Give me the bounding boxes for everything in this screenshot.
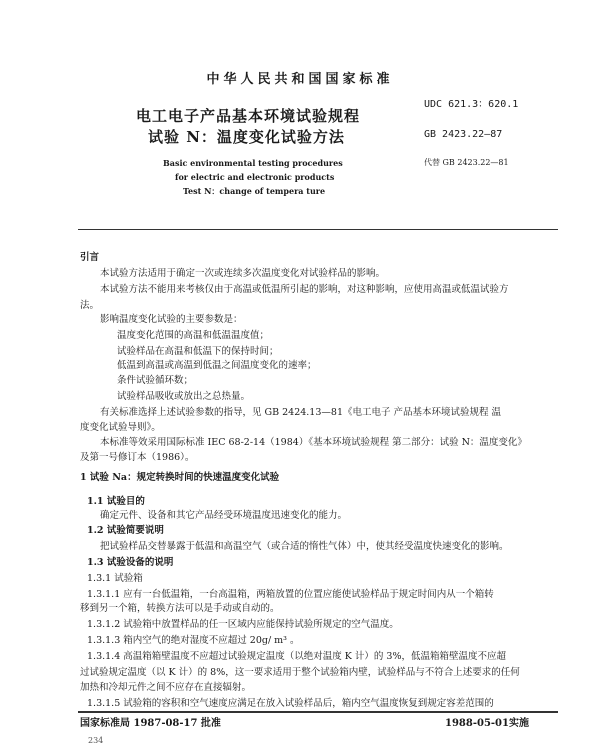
intro-paragraph-2-cont: 法。 — [80, 300, 100, 311]
intro-paragraph-5-cont: 及第一号修订本（1986）。 — [80, 452, 195, 463]
section-1-3-1-title: 1.3.1 试验箱 — [87, 573, 143, 584]
udc-code: UDC 621.3：620.1 — [424, 99, 519, 110]
param-item: 条件试验循环数； — [117, 375, 194, 386]
title-line-2: 试验 N：温度变化试验方法 — [148, 128, 345, 146]
page-number: 234 — [88, 736, 104, 745]
section-1-3-1-2: 1.3.1.2 试验箱中放置样品的任一区域内应能保持试验所规定的空气温度。 — [87, 619, 399, 630]
intro-paragraph-4: 有关标准选择上述试验参数的指导，见 GB 2424.13—81《电工电子 产品基本环境试验规程 温 — [100, 407, 502, 418]
intro-heading: 引言 — [80, 252, 100, 263]
section-1-3-1-1-cont: 移到另一个箱，转换方法可以是手动或自动的。 — [80, 603, 280, 614]
section-1-3-1-1: 1.3.1.1 应有一台低温箱，一台高温箱，两箱放置的位置应能使试验样品于规定时间内从一个箱转 — [87, 589, 494, 600]
section-1-3-1-3: 1.3.1.3 箱内空气的绝对湿度不应超过 20g/ m³ 。 — [87, 635, 300, 646]
intro-paragraph-5: 本标准等效采用国际标准 IEC 68-2-14（1984）《基本环境试验规程 第二部分：试验 N：温度变化》 — [100, 437, 527, 448]
section-1-2-title: 1.2 试验简要说明 — [87, 525, 164, 536]
param-item: 低温到高温或高温到低温之间温度变化的速率； — [117, 360, 317, 371]
section-1-3-1-4-cont: 加热和冷却元件之间不应存在直接辐射。 — [80, 682, 252, 693]
section-1-1-title: 1.1 试验目的 — [87, 496, 145, 507]
english-title-3: Test N：change of tempera ture — [183, 186, 326, 196]
english-title-2: for electric and electronic products — [175, 172, 335, 182]
approval-date: 国家标准局 1987-08-17 批准 — [80, 718, 221, 729]
param-item: 试验样品在高温和低温下的保持时间； — [117, 346, 279, 357]
intro-paragraph-2: 本试验方法不能用来考核仅由于高温或低温所引起的影响，对这种影响，应使用高温或低温试验方 — [100, 284, 509, 295]
english-title-1: Basic environmental testing procedures — [163, 158, 343, 168]
standard-title: 中华人民共和国国家标准 — [206, 72, 394, 87]
intro-paragraph-3: 影响温度变化试验的主要参数是： — [100, 314, 243, 325]
intro-paragraph-4-cont: 度变化试验导则》。 — [80, 422, 161, 433]
footer-divider — [78, 711, 558, 713]
title-line-1: 电工电子产品基本环境试验规程 — [136, 107, 361, 125]
section-1-2-text: 把试验样品交替暴露于低温和高温空气（或合适的惰性气体）中，使其经受温度快速变化的影响。 — [100, 541, 509, 552]
replaces-note: 代替 GB 2423.22—81 — [424, 158, 509, 167]
gb-number: GB 2423.22—87 — [424, 129, 503, 140]
section-1-heading: 1 试验 Na：规定转换时间的快速温度变化试验 — [80, 472, 280, 483]
section-1-3-title: 1.3 试验设备的说明 — [87, 557, 174, 568]
param-item: 温度变化范围的高温和低温温度值； — [117, 330, 270, 341]
section-1-1-text: 确定元件、设备和其它产品经受环境温度迅速变化的能力。 — [100, 510, 348, 521]
intro-paragraph-1: 本试验方法适用于确定一次或连续多次温度变化对试验样品的影响。 — [100, 268, 386, 279]
header-divider — [78, 229, 558, 230]
section-1-3-1-5: 1.3.1.5 试验箱的容积和空气速度应满足在放入试验样品后，箱内空气温度恢复到规定容差范围的 — [87, 698, 494, 709]
param-item: 试验样品吸收或放出之总热量。 — [117, 391, 251, 402]
section-1-3-1-4: 1.3.1.4 高温箱箱壁温度不应超过试验规定温度（以绝对温度 K 计）的 3%，低温箱箱壁温度不应超 — [87, 651, 506, 662]
section-1-3-1-4-cont: 过试验规定温度（以 K 计）的 8%，这一要求适用于整个试验箱内壁，试验样品与不符合上述要求的任何 — [80, 667, 520, 678]
implementation-date: 1988-05-01实施 — [445, 718, 529, 729]
